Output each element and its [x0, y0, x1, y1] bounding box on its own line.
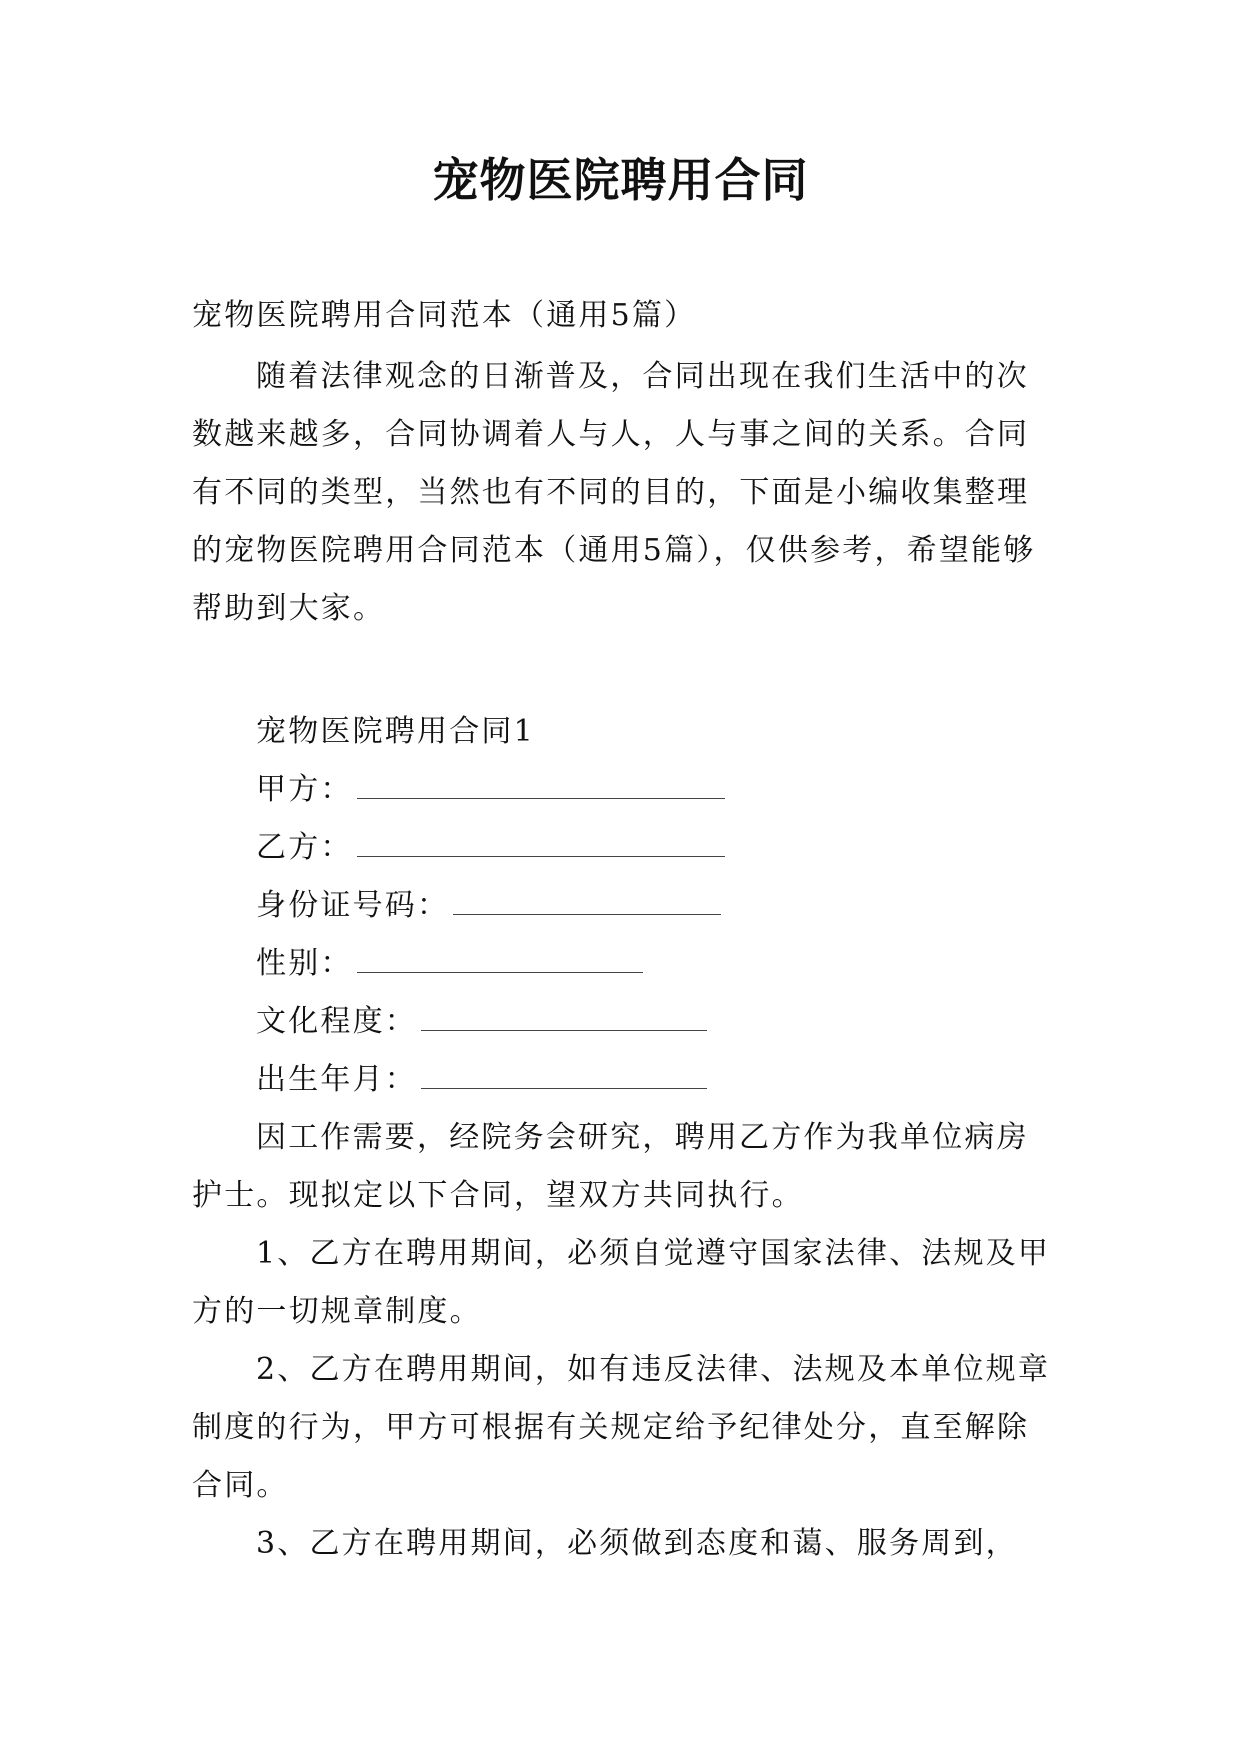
field-party-a [192, 761, 1054, 819]
blank-line [357, 830, 725, 857]
section-heading-text: 宠物医院聘用合同1 [256, 714, 535, 749]
body-paragraph: 因工作需要，经院务会研究，聘用乙方作为我单位病房护士。现拟定以下合同，望双方共同执行。 [192, 1120, 1029, 1213]
document-title: 宠物医院聘用合同 [432, 153, 809, 207]
blank-line [421, 1004, 707, 1031]
blank-line [421, 1062, 707, 1089]
field-label: 文化程度： [256, 1004, 417, 1039]
intro-paragraph: 随着法律观念的日渐普及，合同出现在我们生活中的次数越来越多，合同协调着人与人，人与事之间的关系。合同有不同的类型，当然也有不同的目的，下面是小编收集整理的宠物医院聘用合同范本（通用5篇），仅供参考，希望能够帮助到大家。 [192, 359, 1036, 626]
blank-line [357, 946, 643, 973]
field-label: 乙方： [256, 830, 353, 865]
contract-section [192, 703, 1054, 1573]
document-subtitle: 宠物医院聘用合同范本（通用5篇） [192, 298, 697, 333]
field-education [192, 993, 1054, 1051]
field-label: 性别： [256, 946, 353, 981]
field-label: 身份证号码： [256, 888, 450, 923]
body-paragraph: 2、乙方在聘用期间，如有违反法律、法规及本单位规章制度的行为，甲方可根据有关规定给予纪律处分，直至解除合同。 [192, 1352, 1051, 1503]
field-birth-date [192, 1051, 1054, 1109]
blank-line [453, 888, 721, 915]
body-paragraph: 1、乙方在聘用期间，必须自觉遵守国家法律、法规及甲方的一切规章制度。 [192, 1236, 1051, 1329]
field-party-b [192, 819, 1054, 877]
field-label: 出生年月： [256, 1062, 417, 1097]
field-gender [192, 935, 1054, 993]
blank-line [357, 772, 725, 799]
field-label: 甲方： [256, 772, 353, 807]
section-heading [192, 703, 1054, 761]
field-id-number [192, 877, 1054, 935]
body-paragraph: 3、乙方在聘用期间，必须做到态度和蔼、服务周到， [256, 1526, 1018, 1561]
